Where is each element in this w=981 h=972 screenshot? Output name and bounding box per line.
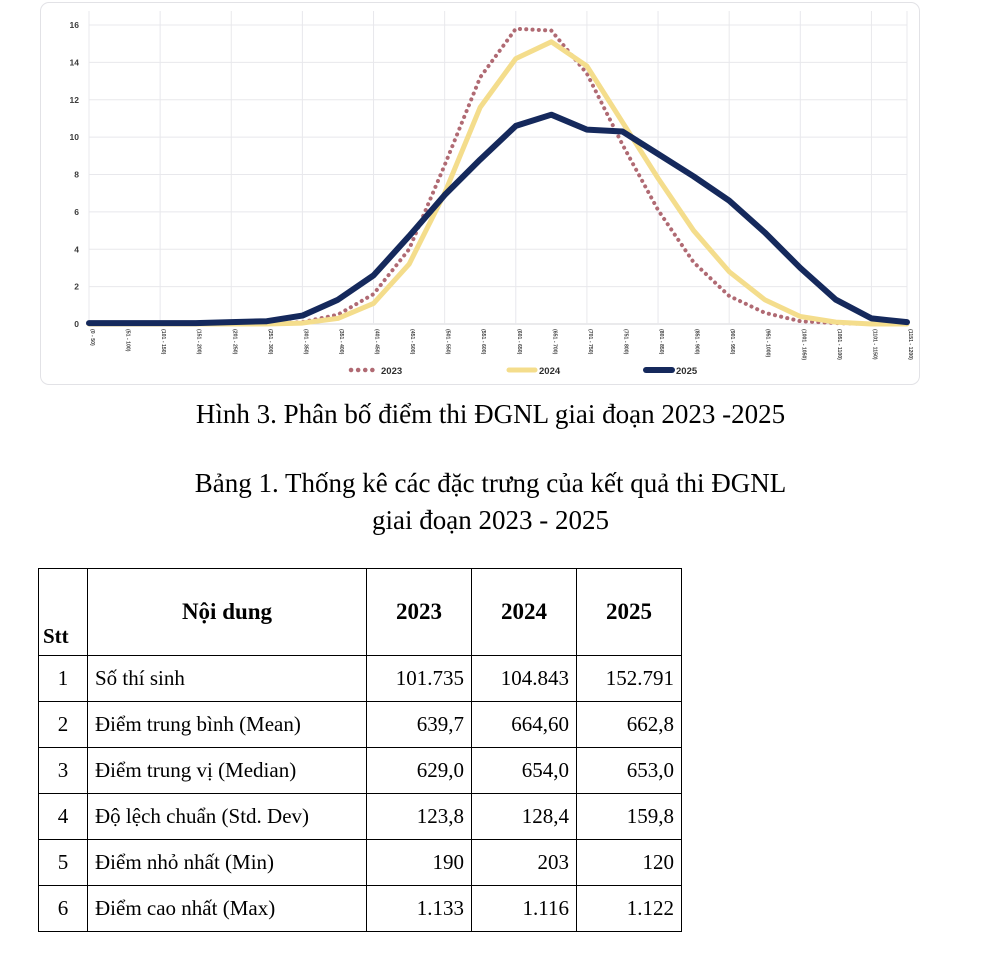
y-axis-tick-label: 8 xyxy=(74,169,79,180)
legend-label-2024: 2024 xyxy=(539,366,561,377)
cell-2023: 629,0 xyxy=(367,748,472,794)
x-axis-tick-label: (1001 - 1050) xyxy=(800,329,807,361)
cell-name: Số thí sinh xyxy=(88,656,367,702)
x-axis-tick-label: (851 - 900) xyxy=(693,329,700,355)
cell-stt: 6 xyxy=(39,886,88,932)
x-axis-tick-label: (51 - 100) xyxy=(124,329,131,352)
cell-stt: 1 xyxy=(39,656,88,702)
column-header-2025: 2025 xyxy=(577,569,682,656)
legend-label-2023: 2023 xyxy=(381,366,403,377)
x-axis-tick-label: (201 - 250) xyxy=(231,329,238,355)
table-caption-line-2: giai đoạn 2023 - 2025 xyxy=(372,505,609,536)
chart-card xyxy=(40,2,920,385)
y-axis-tick-label: 14 xyxy=(69,57,79,68)
table-header-row xyxy=(39,569,682,656)
y-axis-tick-label: 6 xyxy=(74,206,79,217)
cell-2024: 128,4 xyxy=(472,794,577,840)
x-axis-tick-label: (251 - 300) xyxy=(266,329,273,355)
table-caption xyxy=(0,465,981,540)
cell-2025: 1.122 xyxy=(577,886,682,932)
cell-stt: 4 xyxy=(39,794,88,840)
cell-2024: 664,60 xyxy=(472,702,577,748)
x-axis-tick-label: (751 - 800) xyxy=(622,329,629,355)
cell-name: Điểm cao nhất (Max) xyxy=(88,886,367,932)
score-distribution-chart xyxy=(41,3,919,384)
legend-label-2025: 2025 xyxy=(676,366,698,377)
x-axis-tick-label: (101 - 150) xyxy=(160,329,167,355)
cell-stt: 3 xyxy=(39,748,88,794)
cell-2025: 662,8 xyxy=(577,702,682,748)
cell-2023: 101.735 xyxy=(367,656,472,702)
cell-2024: 203 xyxy=(472,840,577,886)
x-axis-tick-label: (651 - 700) xyxy=(551,329,558,355)
x-axis-tick-label: (951 - 1000) xyxy=(764,329,771,358)
cell-2023: 639,7 xyxy=(367,702,472,748)
series-line-2023 xyxy=(89,29,907,324)
cell-stt: 2 xyxy=(39,702,88,748)
y-axis-tick-label: 16 xyxy=(69,20,79,30)
x-axis-tick-label: (901 - 950) xyxy=(729,329,736,355)
table-header xyxy=(39,569,682,656)
column-header-2023: 2023 xyxy=(367,569,472,656)
x-axis-tick-label: (501 - 550) xyxy=(444,329,451,355)
table-row xyxy=(39,656,682,702)
cell-2025: 653,0 xyxy=(577,748,682,794)
cell-2023: 190 xyxy=(367,840,472,886)
cell-2023: 123,8 xyxy=(367,794,472,840)
statistics-table xyxy=(38,568,682,932)
cell-2024: 1.116 xyxy=(472,886,577,932)
table-row xyxy=(39,794,682,840)
y-axis-tick-label: 4 xyxy=(74,244,79,255)
column-header-noi-dung: Nội dung xyxy=(88,569,367,656)
x-axis-tick-label: (1051 - 1100) xyxy=(835,329,842,360)
cell-2025: 159,8 xyxy=(577,794,682,840)
x-axis-tick-label: (351 - 400) xyxy=(337,329,344,355)
x-axis-tick-label: (701 - 750) xyxy=(586,329,593,355)
x-axis-tick-label: (601 - 650) xyxy=(515,329,522,355)
x-axis-tick-label: (1101 - 1150) xyxy=(871,329,878,360)
series-line-2025 xyxy=(89,115,907,323)
x-axis-tick-label: (551 - 600) xyxy=(480,329,487,355)
y-axis-tick-label: 0 xyxy=(74,319,79,329)
x-axis-tick-label: (0 - 50) xyxy=(89,329,95,346)
table-row xyxy=(39,840,682,886)
cell-name: Điểm trung bình (Mean) xyxy=(88,702,367,748)
x-axis-tick-label: (801 - 850) xyxy=(658,329,665,355)
cell-2024: 654,0 xyxy=(472,748,577,794)
x-axis-tick-label: (151 - 200) xyxy=(195,329,202,355)
x-axis-tick-label: (401 - 450) xyxy=(373,329,380,355)
table-row xyxy=(39,748,682,794)
x-axis-tick-label: (451 - 500) xyxy=(409,329,416,355)
table-row xyxy=(39,886,682,932)
y-axis-tick-label: 2 xyxy=(74,281,79,292)
series-line-2024 xyxy=(89,42,907,324)
cell-name: Độ lệch chuẩn (Std. Dev) xyxy=(88,794,367,840)
column-header-stt: Stt xyxy=(39,569,88,656)
table-row xyxy=(39,702,682,748)
cell-stt: 5 xyxy=(39,840,88,886)
x-axis-tick-label: (1151 - 1200) xyxy=(907,329,913,360)
cell-2025: 120 xyxy=(577,840,682,886)
table-caption-line-1: Bảng 1. Thống kê các đặc trưng của kết quả thi ĐGNL xyxy=(194,468,787,498)
figure-caption: Hình 3. Phân bố điểm thi ĐGNL giai đoạn 2023 -2025 xyxy=(195,399,786,429)
y-axis-tick-label: 12 xyxy=(69,94,79,105)
cell-name: Điểm trung vị (Median) xyxy=(88,748,367,794)
column-header-2024: 2024 xyxy=(472,569,577,656)
x-axis-tick-label: (301 - 350) xyxy=(302,329,309,355)
cell-2024: 104.843 xyxy=(472,656,577,702)
cell-2023: 1.133 xyxy=(367,886,472,932)
cell-name: Điểm nhỏ nhất (Min) xyxy=(88,840,367,886)
table-body xyxy=(39,656,682,932)
cell-2025: 152.791 xyxy=(577,656,682,702)
y-axis-tick-label: 10 xyxy=(69,132,79,143)
